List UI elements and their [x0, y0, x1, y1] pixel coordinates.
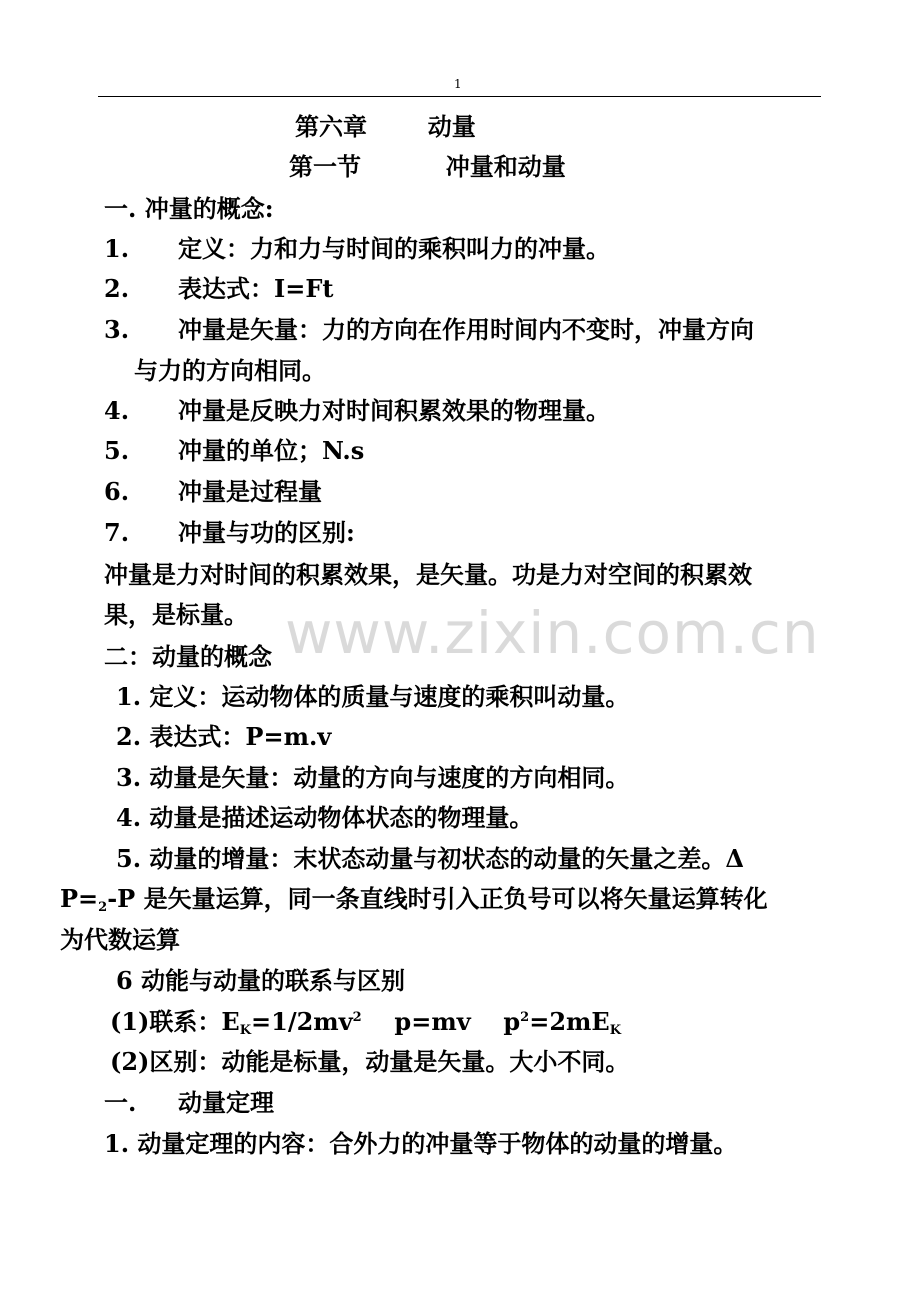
delta-p-line — [60, 884, 768, 914]
header-rule — [98, 96, 821, 97]
part1-item-5: 冲量的单位；N.s — [178, 436, 365, 465]
part1-paragraph-line-1: 冲量是力对时间的积累效果，是矢量。功是力对空间的积累效 — [104, 560, 752, 589]
part2-item-4: 4. 动量是描述运动物体状态的物理量。 — [116, 803, 534, 832]
part2-heading: 二：动量的概念 — [104, 642, 272, 671]
part1-item-2: 表达式：I=Ft — [178, 274, 334, 303]
watermark: www.zixin.com.cn — [285, 599, 820, 667]
part1-item-1: 定义：力和力与时间的乘积叫力的冲量。 — [178, 234, 610, 263]
part1-item-2-num: 2. — [104, 274, 130, 303]
delta-p-subscript: 2 — [98, 900, 108, 915]
ek-formula: $E_K=1/2mv^2$ — [221, 1007, 362, 1038]
delta-p-start: P= — [60, 884, 99, 913]
difference-line: (2)区别：动能是标量，动量是矢量。大小不同。 — [110, 1047, 630, 1076]
part3-heading: 动量定理 — [178, 1088, 274, 1117]
relation-label: (1)联系： — [110, 1007, 222, 1036]
part1-item-5-num: 5. — [104, 436, 130, 465]
part1-item-6-num: 6. — [104, 477, 130, 506]
section-title — [289, 152, 566, 182]
part2-item-5: 5. 动量的增量：末状态动量与初状态的动量的矢量之差。Δ — [116, 844, 745, 873]
part1-paragraph-line-2: 果，是标量。 — [104, 600, 248, 629]
chapter-label: 第六章 — [295, 112, 367, 141]
part1-heading: 一. 冲量的概念: — [104, 194, 274, 223]
part1-item-3-cont: 与力的方向相同。 — [134, 356, 326, 385]
part2-item-1: 1. 定义：运动物体的质量与速度的乘积叫动量。 — [116, 682, 630, 711]
chapter-name: 动量 — [427, 112, 476, 141]
part3-heading-num: 一. — [104, 1088, 137, 1117]
part3-item-1: 1. 动量定理的内容：合外力的冲量等于物体的动量的增量。 — [104, 1129, 738, 1158]
section-label: 第一节 — [289, 152, 361, 181]
part2-item-2: 2. 表达式：P=m.v — [116, 722, 332, 751]
part1-item-1-num: 1. — [104, 234, 130, 263]
part1-item-3: 冲量是矢量：力的方向在作用时间内不变时，冲量方向 — [178, 315, 754, 344]
delta-p-continuation: 为代数运算 — [60, 925, 180, 954]
relation-line — [110, 1007, 621, 1037]
p2-formula: $p^2=2mE_K$ — [503, 1007, 622, 1038]
part1-item-3-num: 3. — [104, 315, 130, 344]
chapter-title — [295, 112, 476, 142]
part2-item-3: 3. 动量是矢量：动量的方向与速度的方向相同。 — [116, 763, 630, 792]
part1-item-7-num: 7. — [104, 518, 130, 547]
part1-item-6: 冲量是过程量 — [178, 477, 322, 506]
part1-item-4: 冲量是反映力对时间积累效果的物理量。 — [178, 396, 610, 425]
p-formula: p=mv — [394, 1007, 471, 1036]
part1-item-4-num: 4. — [104, 396, 130, 425]
section-name: 冲量和动量 — [445, 152, 566, 181]
part2-item-6: 6 动能与动量的联系与区别 — [116, 966, 406, 995]
delta-p-rest: -P 是矢量运算，同一条直线时引入正负号可以将矢量运算转化 — [107, 884, 768, 913]
page-number: 1 — [454, 77, 462, 91]
part1-item-7: 冲量与功的区别: — [178, 518, 355, 547]
